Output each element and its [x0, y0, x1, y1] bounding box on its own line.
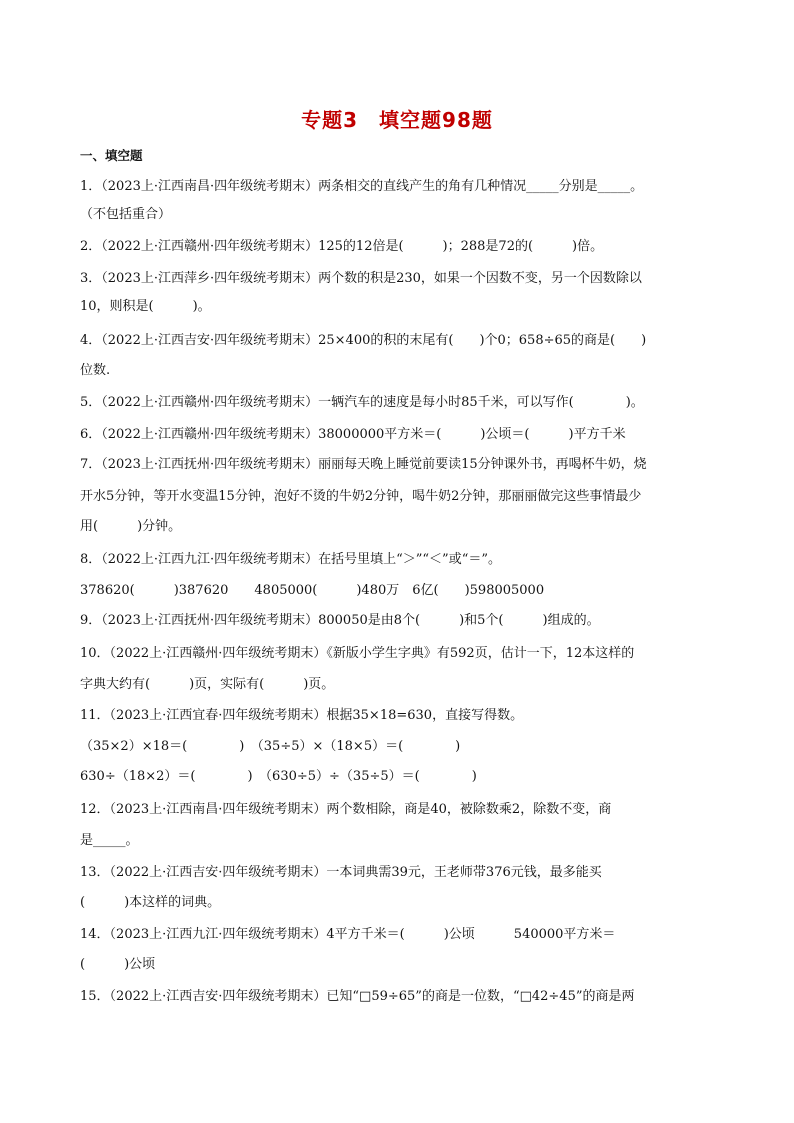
question-line: ( )公顷 [80, 957, 156, 972]
question-line: （不包括重合） [80, 207, 172, 222]
question-line: 5．（2022上·江西赣州·四年级统考期末）一辆汽车的速度是每小时85千米，可以写作( )。 [80, 395, 644, 410]
question-line: 用( )分钟。 [80, 519, 182, 534]
question-line: 字典大约有( )页，实际有( )页。 [80, 677, 335, 692]
question-line: 11．（2023上·江西宜春·四年级统考期末）根据35×18=630，直接写得数。 [80, 708, 524, 723]
section-heading: 一、填空题 [80, 148, 143, 163]
question-line: 14．（2023上·江西九江·四年级统考期末）4平方千米＝( )公顷 540000平方米＝ [80, 927, 616, 942]
question-line: 12．（2023上·江西南昌·四年级统考期末）两个数相除，商是40，被除数乘2，除数不变，商 [80, 802, 612, 817]
question-line: 4．（2022上·江西吉安·四年级统考期末）25×400的积的末尾有( )个0；658÷65的商是( ) [80, 333, 647, 348]
question-line: 9．（2023上·江西抚州·四年级统考期末）800050是由8个( )和5个( )组成的。 [80, 613, 600, 628]
question-line: 7．（2023上·江西抚州·四年级统考期末）丽丽每天晚上睡觉前要读15分钟课外书，再喝杯牛奶，烧 [80, 457, 647, 472]
question-line: 位数. [80, 363, 111, 378]
question-line: 378620( )387620 4805000( )480万 6亿( )598005000 [80, 583, 545, 598]
question-line: 8．（2022上·江西九江·四年级统考期末）在括号里填上“＞”“＜”或“＝”。 [80, 552, 501, 567]
question-line: 是_____。 [80, 833, 139, 848]
question-line: 1．（2023上·江西南昌·四年级统考期末）两条相交的直线产生的角有几种情况_____分别是_____。 [80, 179, 644, 194]
question-line: 10，则积是( )。 [80, 299, 211, 314]
question-line: 开水5分钟，等开水变温15分钟，泡好不烫的牛奶2分钟，喝牛奶2分钟，那丽丽做完这些事情最少 [80, 489, 642, 504]
question-line: 13．（2022上·江西吉安·四年级统考期末）一本词典需39元，王老师带376元钱，最多能买 [80, 865, 602, 880]
question-line: （35×2）×18＝( ) （35÷5）×（18×5）＝( ) [80, 739, 461, 754]
question-line: 6．（2022上·江西赣州·四年级统考期末）38000000平方米＝( )公顷＝( )平方千米 [80, 427, 626, 442]
question-line: ( )本这样的词典。 [80, 895, 221, 910]
page-title: 专题3 填空题98题 [301, 108, 493, 132]
question-line: 10．（2022上·江西赣州·四年级统考期末）《新版小学生字典》有592页，估计一下，12本这样的 [80, 646, 635, 661]
question-line: 2．（2022上·江西赣州·四年级统考期末）125的12倍是( )；288是72的( )倍。 [80, 239, 604, 254]
question-line: 3．（2023上·江西萍乡·四年级统考期末）两个数的积是230，如果一个因数不变，另一个因数除以 [80, 271, 642, 286]
question-line: 15．（2022上·江西吉安·四年级统考期末）已知“□59÷65”的商是一位数，“□42÷45”的商是两 [80, 989, 635, 1004]
question-line: 630÷（18×2）＝( ) （630÷5）÷（35÷5）＝( ) [80, 769, 477, 784]
